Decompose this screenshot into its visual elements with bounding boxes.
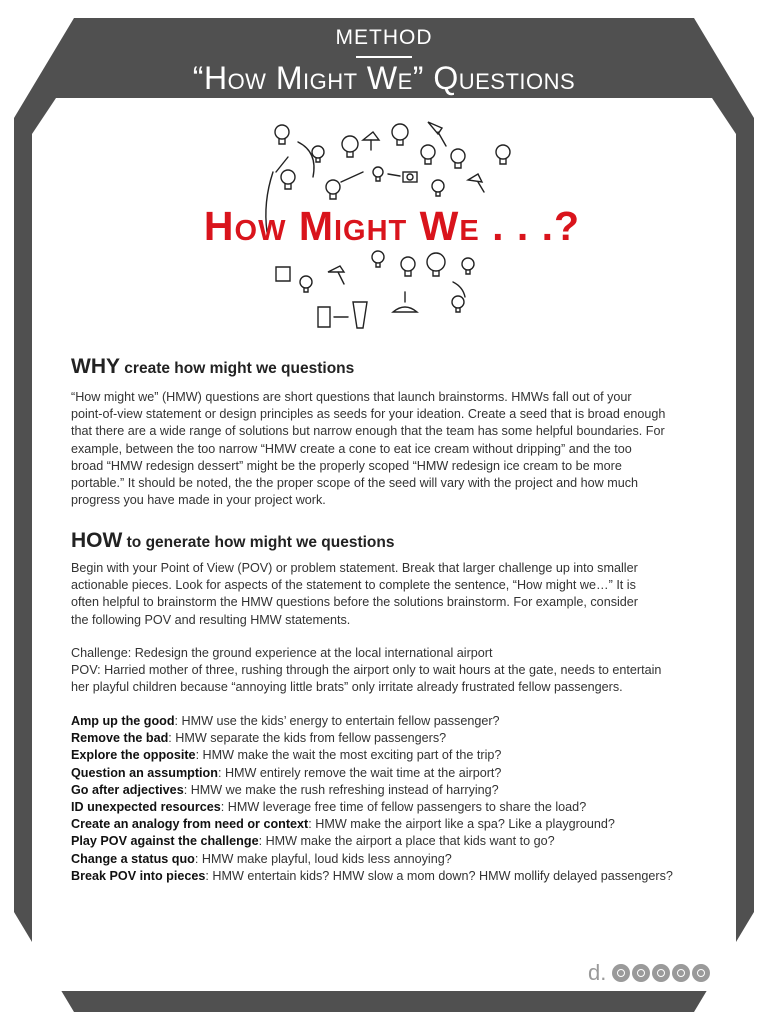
pov-line: her playful children because “annoying little brats” only irritate already frustrated fellow passengers. — [71, 680, 623, 695]
challenge-line: Challenge: Redesign the ground experience at the local international airport — [71, 646, 493, 660]
how-line: often helpful to brainstorm the HMW questions before the solutions brainstorm. For example, consider — [71, 595, 638, 610]
logo-target-icon — [652, 964, 670, 982]
list-item — [71, 747, 711, 764]
lamp-icon — [328, 266, 344, 284]
bulb-icon — [496, 145, 510, 164]
example-paragraph — [71, 645, 711, 697]
why-line: portable.” It should be noted, the the proper scope of the seed will vary with the project and how much — [71, 476, 639, 491]
camera-icon — [403, 172, 417, 182]
pov-line: POV: Harried mother of three, rushing through the airport only to wait hours at the gate, needs to entertain — [71, 663, 662, 678]
technique-label: Question an assumption — [71, 765, 218, 780]
list-item — [71, 816, 711, 833]
technique-label: Amp up the good — [71, 714, 175, 728]
how-line: Begin with your Point of View (POV) or problem statement. Break that larger challenge up into smaller — [71, 561, 638, 575]
list-item — [71, 799, 711, 816]
lamp-icon — [468, 174, 484, 192]
why-line: point-of-view statement or design principles as seeds for your ideation. Create a seed that is broad enough — [71, 407, 666, 422]
bulb-icon — [281, 170, 295, 189]
technique-text: : HMW use the kids’ energy to entertain fellow passenger? — [174, 714, 500, 728]
technique-text: : HMW leverage free time of fellow passengers to share the load? — [220, 800, 587, 815]
technique-label: Create an analogy from need or context — [71, 817, 309, 832]
why-heading — [71, 355, 354, 379]
bulb-icon — [432, 180, 444, 196]
how-line: actionable pieces. Look for aspects of the statement to complete the sentence, “How might we…” It is — [71, 578, 636, 593]
bulb-icon — [342, 136, 358, 157]
technique-text: : HMW separate the kids from fellow passengers? — [168, 731, 447, 746]
logo-flower-icon — [692, 964, 710, 982]
bulb-icon — [326, 180, 340, 199]
logo-gear-icon — [612, 964, 630, 982]
technique-label: ID unexpected resources — [71, 800, 221, 815]
technique-label: Change a status quo — [71, 851, 195, 866]
technique-label: Go after adjectives — [71, 782, 184, 797]
lamp-icon — [393, 292, 417, 312]
cup-icon — [276, 267, 290, 281]
technique-text: : HMW entertain kids? HMW slow a mom down? HMW mollify delayed passengers? — [205, 868, 673, 883]
page-title: “How Might We” Questions — [192, 60, 576, 96]
bulb-icon — [401, 257, 415, 276]
hmw-banner: How Might We . . .? — [203, 203, 581, 249]
bulb-icon — [300, 276, 312, 292]
why-line: broad “HMW redesign dessert” might be the properly scoped “HMW redesign ice cream to be more — [71, 458, 622, 473]
method-label: METHOD — [335, 26, 433, 49]
stand-icon — [318, 307, 330, 327]
how-heading-big: HOW — [71, 529, 123, 552]
why-paragraph — [71, 389, 711, 509]
why-heading-small: create how might we questions — [120, 360, 355, 377]
technique-text: : HMW make the wait the most exciting part of the trip? — [195, 748, 502, 763]
how-heading — [71, 529, 394, 553]
bulb-icon — [275, 125, 289, 144]
why-heading-big: WHY — [71, 355, 120, 378]
technique-label: Explore the opposite — [71, 748, 196, 763]
how-line: the following POV and resulting HMW statements. — [71, 612, 351, 627]
bulb-icon — [373, 167, 383, 181]
technique-text: : HMW entirely remove the wait time at the airport? — [217, 765, 502, 780]
why-line: example, between the too narrow “HMW create a cone to eat ice cream without dripping” and the too — [71, 441, 632, 456]
list-item — [71, 851, 711, 868]
technique-list — [71, 713, 711, 885]
stand-icon — [353, 302, 367, 328]
bulb-icon — [312, 146, 324, 162]
logo-letter: d. — [588, 960, 607, 985]
dschool-logo — [588, 960, 710, 986]
bulb-icon — [372, 251, 384, 267]
bulb-icon — [452, 296, 464, 312]
logo-triangle-icon — [672, 964, 690, 982]
technique-label: Break POV into pieces — [71, 868, 206, 883]
list-item — [71, 782, 711, 799]
bulb-icon — [421, 145, 435, 164]
why-line: that there are a wide range of solutions but narrow enough that the team has some helpful boundaries. For — [71, 424, 665, 439]
logo-circle-icon — [632, 964, 650, 982]
technique-label: Remove the bad — [71, 731, 169, 746]
list-item — [71, 730, 711, 747]
list-item — [71, 833, 711, 850]
bulb-icon — [392, 124, 408, 145]
technique-text: : HMW make playful, loud kids less annoying? — [194, 851, 452, 866]
why-line: “How might we” (HMW) questions are short questions that launch brainstorms. HMWs fall out of your — [71, 390, 632, 404]
list-item — [71, 713, 711, 730]
how-paragraph — [71, 560, 711, 629]
how-heading-small: to generate how might we questions — [122, 534, 395, 551]
why-line: progress you have made in your project work. — [71, 493, 326, 508]
technique-label: Play POV against the challenge — [71, 834, 259, 849]
lamp-icon — [428, 122, 446, 146]
header-divider — [356, 56, 412, 58]
lamp-icon — [363, 132, 379, 150]
technique-text: : HMW make the airport a place that kids want to go? — [258, 834, 555, 849]
list-item — [71, 868, 711, 885]
technique-text: : HMW we make the rush refreshing instead of harrying? — [183, 782, 499, 797]
bulb-icon — [427, 253, 445, 276]
bulb-icon — [462, 258, 474, 274]
bulb-icon — [451, 149, 465, 168]
list-item — [71, 765, 711, 782]
technique-text: : HMW make the airport like a spa? Like a playground? — [308, 817, 615, 832]
